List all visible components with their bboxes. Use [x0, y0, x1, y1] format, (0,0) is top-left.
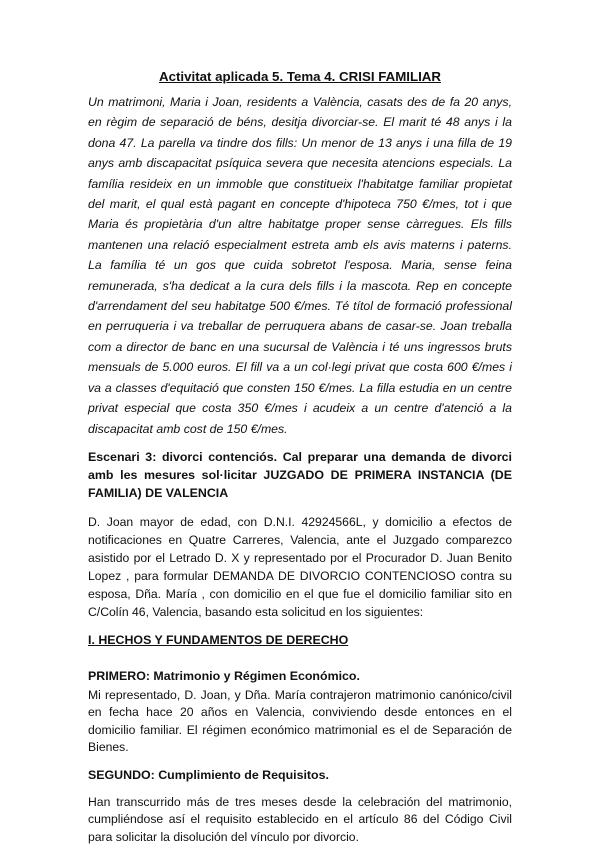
- case-description: Un matrimoni, Maria i Joan, residents a València, casats des de fa 20 anys, en règim de separació de béns, desitja divorciar-se. El marit té 48 anys i la dona 47. La parella va tindre dos fills: Un menor de 13 anys i una filla de 19 anys amb discapacitat psíquica severa que necesita atencions especials. La família resideix en un immoble que constitueix l'habitatge familiar propietat del marit, el qual està pagant en concepte d'hipoteca 750 €/mes, tot i que Maria és propietària d'un altre habitatge proper sense càrregues. Els fills mantenen una relació especialment estreta amb els avis materns i paterns. La família té un gos que cuida sobretot l'esposa. Maria, sense feina remunerada, s'ha dedicat a la cura dels fills i la mascota. Rep en concepte d'arrendament del seu habitatge 500 €/mes. Té títol de formació professional en perruqueria i va treballar de perruquera abans de casar-se. Joan treballa com a director de banc en una sucursal de València i té uns ingressos bruts mensuals de 5.000 euros. El fill va a un col·legi privat que costa 600 €/mes i va a classes d'equitació que consten 150 €/mes. La filla estudia en un centre privat especial que costa 350 €/mes i acudeix a un centre d'atenció a la discapacitat amb cost de 150 €/mes.: [88, 95, 512, 436]
- first-text: Mi representado, D. Joan, y Dña. María contrajeron matrimonio canónico/civil en fecha hace 20 años en Valencia, conviviendo desde entonces en el domicilio familiar. El régimen económico matrimonial es el de Separación de Bienes.: [88, 687, 512, 754]
- scenario-heading: Escenari 3: divorci contenciós. Cal preparar una demanda de divorci amb les mesures sol·licitar JUZGADO DE PRIMERA INSTANCIA (DE FAMILIA) DE VALENCIA: [88, 449, 512, 500]
- intro-paragraph: D. Joan mayor de edad, con D.N.I. 42924566L, y domicilio a efectos de notificaciones en Quatre Carreres, Valencia, ante el Juzgado comparezco asistido por el Letrado D. X y representado por el Procurador D. Juan Benito Lopez , para formular DEMANDA DE DIVORCIO CONTENCIOSO contra su esposa, Dña. María , con domicilio en el que fue el domicilio familiar sito en C/Colín 46, Valencia, basando esta solicitud en los siguientes:: [88, 514, 512, 619]
- second-text: Han transcurrido más de tres meses desde la celebración del matrimonio, cumpliéndose así el requisito establecido en el artículo 86 del Código Civil para solicitar la disolución del vínculo por divorcio.: [88, 795, 512, 844]
- second-heading: SEGUNDO: Cumplimiento de Requisitos.: [88, 768, 329, 783]
- first-heading: PRIMERO: Matrimonio y Régimen Económico.: [88, 668, 360, 683]
- section-heading: I. HECHOS Y FUNDAMENTOS DE DERECHO: [88, 632, 349, 647]
- document-title: Activitat aplicada 5. Tema 4. CRISI FAMILIAR: [158, 69, 441, 84]
